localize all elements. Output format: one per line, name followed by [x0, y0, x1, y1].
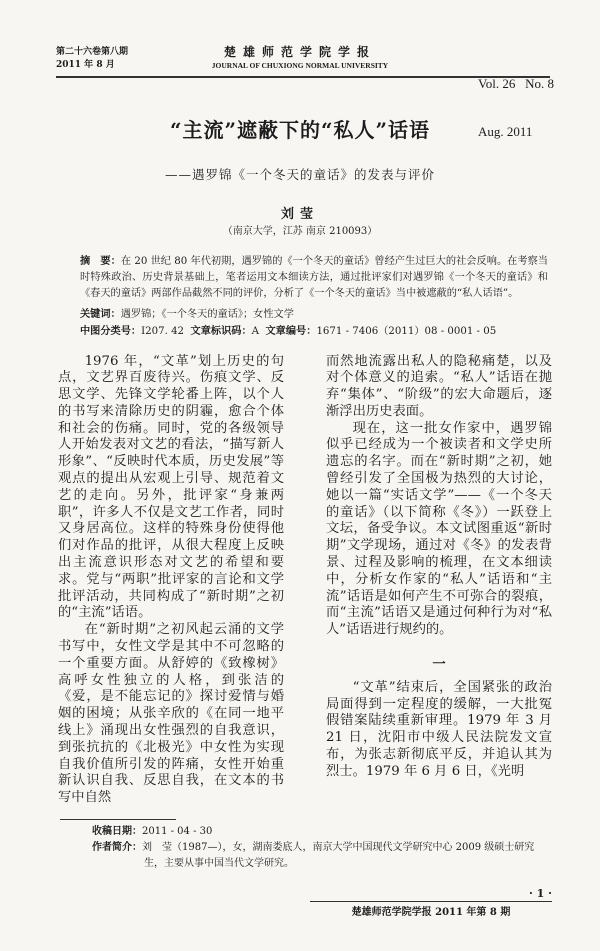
- footer-journal-issue: 楚雄师范学院学报 2011 年第 8 期: [351, 907, 511, 919]
- body-column-left: [58, 354, 284, 808]
- article-subtitle: ——遇罗锦《一个冬天的童话》的发表与评价: [164, 166, 435, 182]
- abstract-text: 在 20 世纪 80 年代初期，遇罗锦的《一个冬天的童话》曾经产生过巨大的社会反响。在考察当时特殊政治、历史背景基础上，笔者运用文本细读方法，通过批评家们对遇罗锦《一个冬天的童话》和《春天的童话》两部作品截然不同的评价，分析了《一个冬天的童话》当中被遮蔽的“私人话语”。: [80, 255, 548, 299]
- article-no-value: 1671 - 7406（2011）08 - 0001 - 05: [316, 325, 497, 337]
- article-title: “主流”遮蔽下的“私人”话语: [169, 117, 430, 142]
- body-paragraph: 在“新时期”之初风起云涌的文学书写中，女性文学是其中不可忽略的一个重要方面。从舒婷的《致橡树》高呼女性独立的人格，到张洁的《爱，是不能忘记的》探讨爱情与婚姻的困境；从张辛欣的《在同一地平线上》涌现出女性强烈的自我意识，到张抗抗的《北极光》中女性为实现自我价值所引发的阵痛，女性开始重新认识自我、反思自我，在文本的书写中自然: [58, 622, 284, 806]
- received-value: 2011 - 04 - 30: [142, 826, 213, 838]
- journal-name: [170, 44, 430, 71]
- bio-text: 刘 莹（1987—），女，湖南娄底人，南京大学中国现代文学研究中心 2009 级硕士研究生，主要从事中国当代文学研究。: [142, 842, 535, 870]
- header-rule: [56, 76, 550, 78]
- clc-value: I207. 42: [141, 325, 185, 337]
- abstract-label: 摘 要：: [80, 254, 121, 267]
- received-date: [92, 824, 548, 840]
- footer-rule: [310, 901, 552, 902]
- author-affiliation: （南京大学，江苏 南京 210093）: [222, 225, 378, 237]
- clc-label: 中图分类号：: [80, 324, 142, 337]
- keywords-text: 遇罗锦；《一个冬天的童话》；女性文学: [120, 308, 294, 320]
- footnote-rule: [60, 819, 176, 820]
- body-paragraph-continued: 而然地流露出私人的隐秘痛楚，以及对个体意义的追索。“私人”话语在抛弃“集体”、“阶级”的宏大命题后，逐渐浮出历史表面。: [326, 353, 552, 419]
- abstract: [80, 253, 548, 302]
- section-heading: 一: [432, 657, 446, 673]
- keywords-label: 关键词：: [80, 307, 121, 320]
- date-cn: 2011 年 8 月: [56, 60, 115, 70]
- doc-code-value: A: [251, 325, 260, 337]
- running-header-right: [478, 44, 554, 172]
- page-number: · 1 ·: [529, 887, 552, 901]
- doc-code-label: 文章标识码：: [190, 324, 252, 337]
- body-paragraph: “文革”结束后，全国紧张的政治局面得到一定程度的缓解，一大批冤假错案陆续重新审理。1979 年 3 月 21 日，沈阳市中级人民法院发文宣布，为张志新彻底平反，并追认其为烈士。1979 年 6 月 6 日，《光明: [326, 679, 552, 779]
- journal-name-cn: 楚雄师范学院学报: [223, 45, 376, 59]
- author-name: 刘莹: [280, 206, 319, 222]
- journal-name-en: JOURNAL OF CHUXIONG NORMAL UNIVERSITY: [211, 61, 389, 70]
- page-footer: [310, 886, 552, 921]
- volume-issue-en: Vol. 26 No. 8: [478, 76, 554, 91]
- body-paragraph: 1976 年，“文革”划上历史的句点，文艺界百废待兴。伤痕文学、反思文学、先锋文学轮番上阵，以个人的书写来清除历史的阴霾，愈合个体和社会的伤痛。同时，党的各级领导人开始发表对文艺的看法，“描写新人形象”、“反映时代本质，历史发展”等观点的提出从宏观上引导、规范着文艺的走向。另外，批评家“身兼两职”，许多人不仅是文艺工作者，同时又身居高位。这样的特殊身份使得他们对作品的批评，从很大程度上反映出主流意识形态对文艺的希望和要求。党与“两职”批评家的言论和文学批评活动，共同构成了“新时期”之初的“主流”话语。: [58, 353, 284, 621]
- keywords: [80, 306, 548, 323]
- running-header-left: [56, 46, 128, 72]
- body-paragraph: 现在，这一批女作家中，遇罗锦似乎已经成为一个被读者和文学史所遗忘的名字。而在“新时期”之初，她曾经引发了全国极为热烈的大讨论，她以一篇“实话文学”——《一个冬天的童话》（以下简称《冬》）一跃登上文坛，备受争议。本文试图重返“新时期”文学现场，通过对《冬》的发表背景、过程及影响的梳理，在文本细读中，分析女作家的“私人”话语和“主流”话语是如何产生不可弥合的裂痕，而“主流”话语又是通过何种行为对“私人”话语进行规约的。: [326, 420, 552, 638]
- body-column-right: [326, 354, 552, 808]
- author-bio: [92, 840, 548, 872]
- received-label: 收稿日期：: [92, 826, 142, 838]
- article-no-label: 文章编号：: [265, 324, 317, 337]
- classification-line: [80, 323, 548, 340]
- volume-issue-cn: 第二十六卷第八期: [56, 47, 129, 57]
- bio-label: 作者简介：: [92, 842, 142, 854]
- body-columns: [58, 354, 552, 808]
- date-en: Aug. 2011: [478, 124, 533, 139]
